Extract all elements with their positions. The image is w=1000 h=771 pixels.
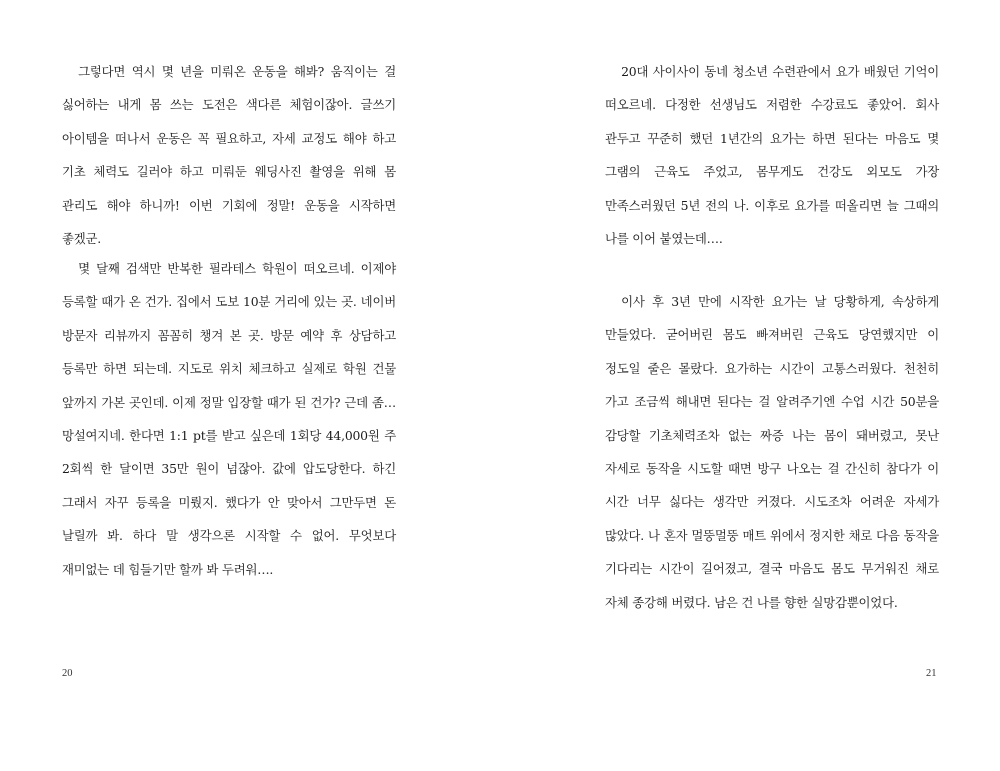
right-text-block-2 bbox=[605, 285, 939, 619]
left-text-block bbox=[62, 55, 396, 255]
right-page bbox=[500, 0, 1000, 771]
right-paragraph-1: 20대 사이사이 동네 청소년 수련관에서 요가 배웠던 기억이 떠오르네. 다정한 선생님도 저렴한 수강료도 좋았어. 회사 관두고 꾸준히 했던 1년간의 요가는 하면 된다는 마음도 몇 그램의 근육도 주었고, 몸무게도 건강도 외모도 가장 만족스러웠던 5년 전의 나. 이후로 요가를 떠올리면 늘 그때의 나를 이어 붙였는데…. bbox=[605, 64, 939, 247]
left-text-block-2 bbox=[62, 252, 396, 586]
left-paragraph-1: 그렇다면 역시 몇 년을 미뤄온 운동을 해봐? 움직이는 걸 싫어하는 내게 몸 쓰는 도전은 색다른 체험이잖아. 글쓰기 아이템을 떠나서 운동은 꼭 필요하고, 자세 교정도 해야 하고 기초 체력도 길러야 하고 미뤄둔 웨딩사진 촬영을 위해 몸 관리도 해야 하니까! 이번 기회에 정말! 운동을 시작하면 좋겠군. bbox=[62, 64, 396, 247]
right-paragraph-2: 이사 후 3년 만에 시작한 요가는 날 당황하게, 속상하게 만들었다. 굳어버린 몸도 빠져버린 근육도 당연했지만 이 정도일 줄은 몰랐다. 요가하는 시간이 고통스러웠다. 천천히 가고 조금씩 해내면 된다는 걸 알려주기엔 수업 시간 50분을 감당할 기초체력조차 없는 짜증 나는 몸이 돼버렸고, 못난 자세로 동작을 시도할 때면 방구 나오는 걸 간신히 참다가 이 시간 너무 싫다는 생각만 커졌다. 시도조차 어려운 자세가 많았다. 나 혼자 멀뚱멀뚱 매트 위에서 정지한 채로 다음 동작을 기다리는 시간이 길어졌고, 결국 마음도 몸도 무거워진 채로 자체 종강해 버렸다. 남은 건 나를 향한 실망감뿐이었다. bbox=[605, 294, 939, 610]
left-paragraph-2: 몇 달째 검색만 반복한 필라테스 학원이 떠오르네. 이제야 등록할 때가 온 건가. 집에서 도보 10분 거리에 있는 곳. 네이버 방문자 리뷰까지 꼼꼼히 챙겨 본 곳. 방문 예약 후 상담하고 등록만 하면 되는데. 지도로 위치 체크하고 실제로 학원 건물 앞까지 가본 곳인데. 이제 정말 입장할 때가 된 건가? 근데 좀… 망설여지네. 한다면 1:1 pt를 받고 싶은데 1회당 44,000원 주 2회씩 한 달이면 35만 원이 넘잖아. 값에 압도당한다. 하긴 그래서 자꾸 등록을 미뤘지. 했다가 안 맞아서 그만두면 돈 날릴까 봐. 하다 말 생각으론 시작할 수 없어. 무엇보다 재미없는 데 힘들기만 할까 봐 두려워…. bbox=[62, 261, 396, 577]
right-text-block bbox=[605, 55, 939, 255]
page-number-right: 21 bbox=[926, 668, 937, 679]
page-number-left: 20 bbox=[62, 668, 73, 679]
